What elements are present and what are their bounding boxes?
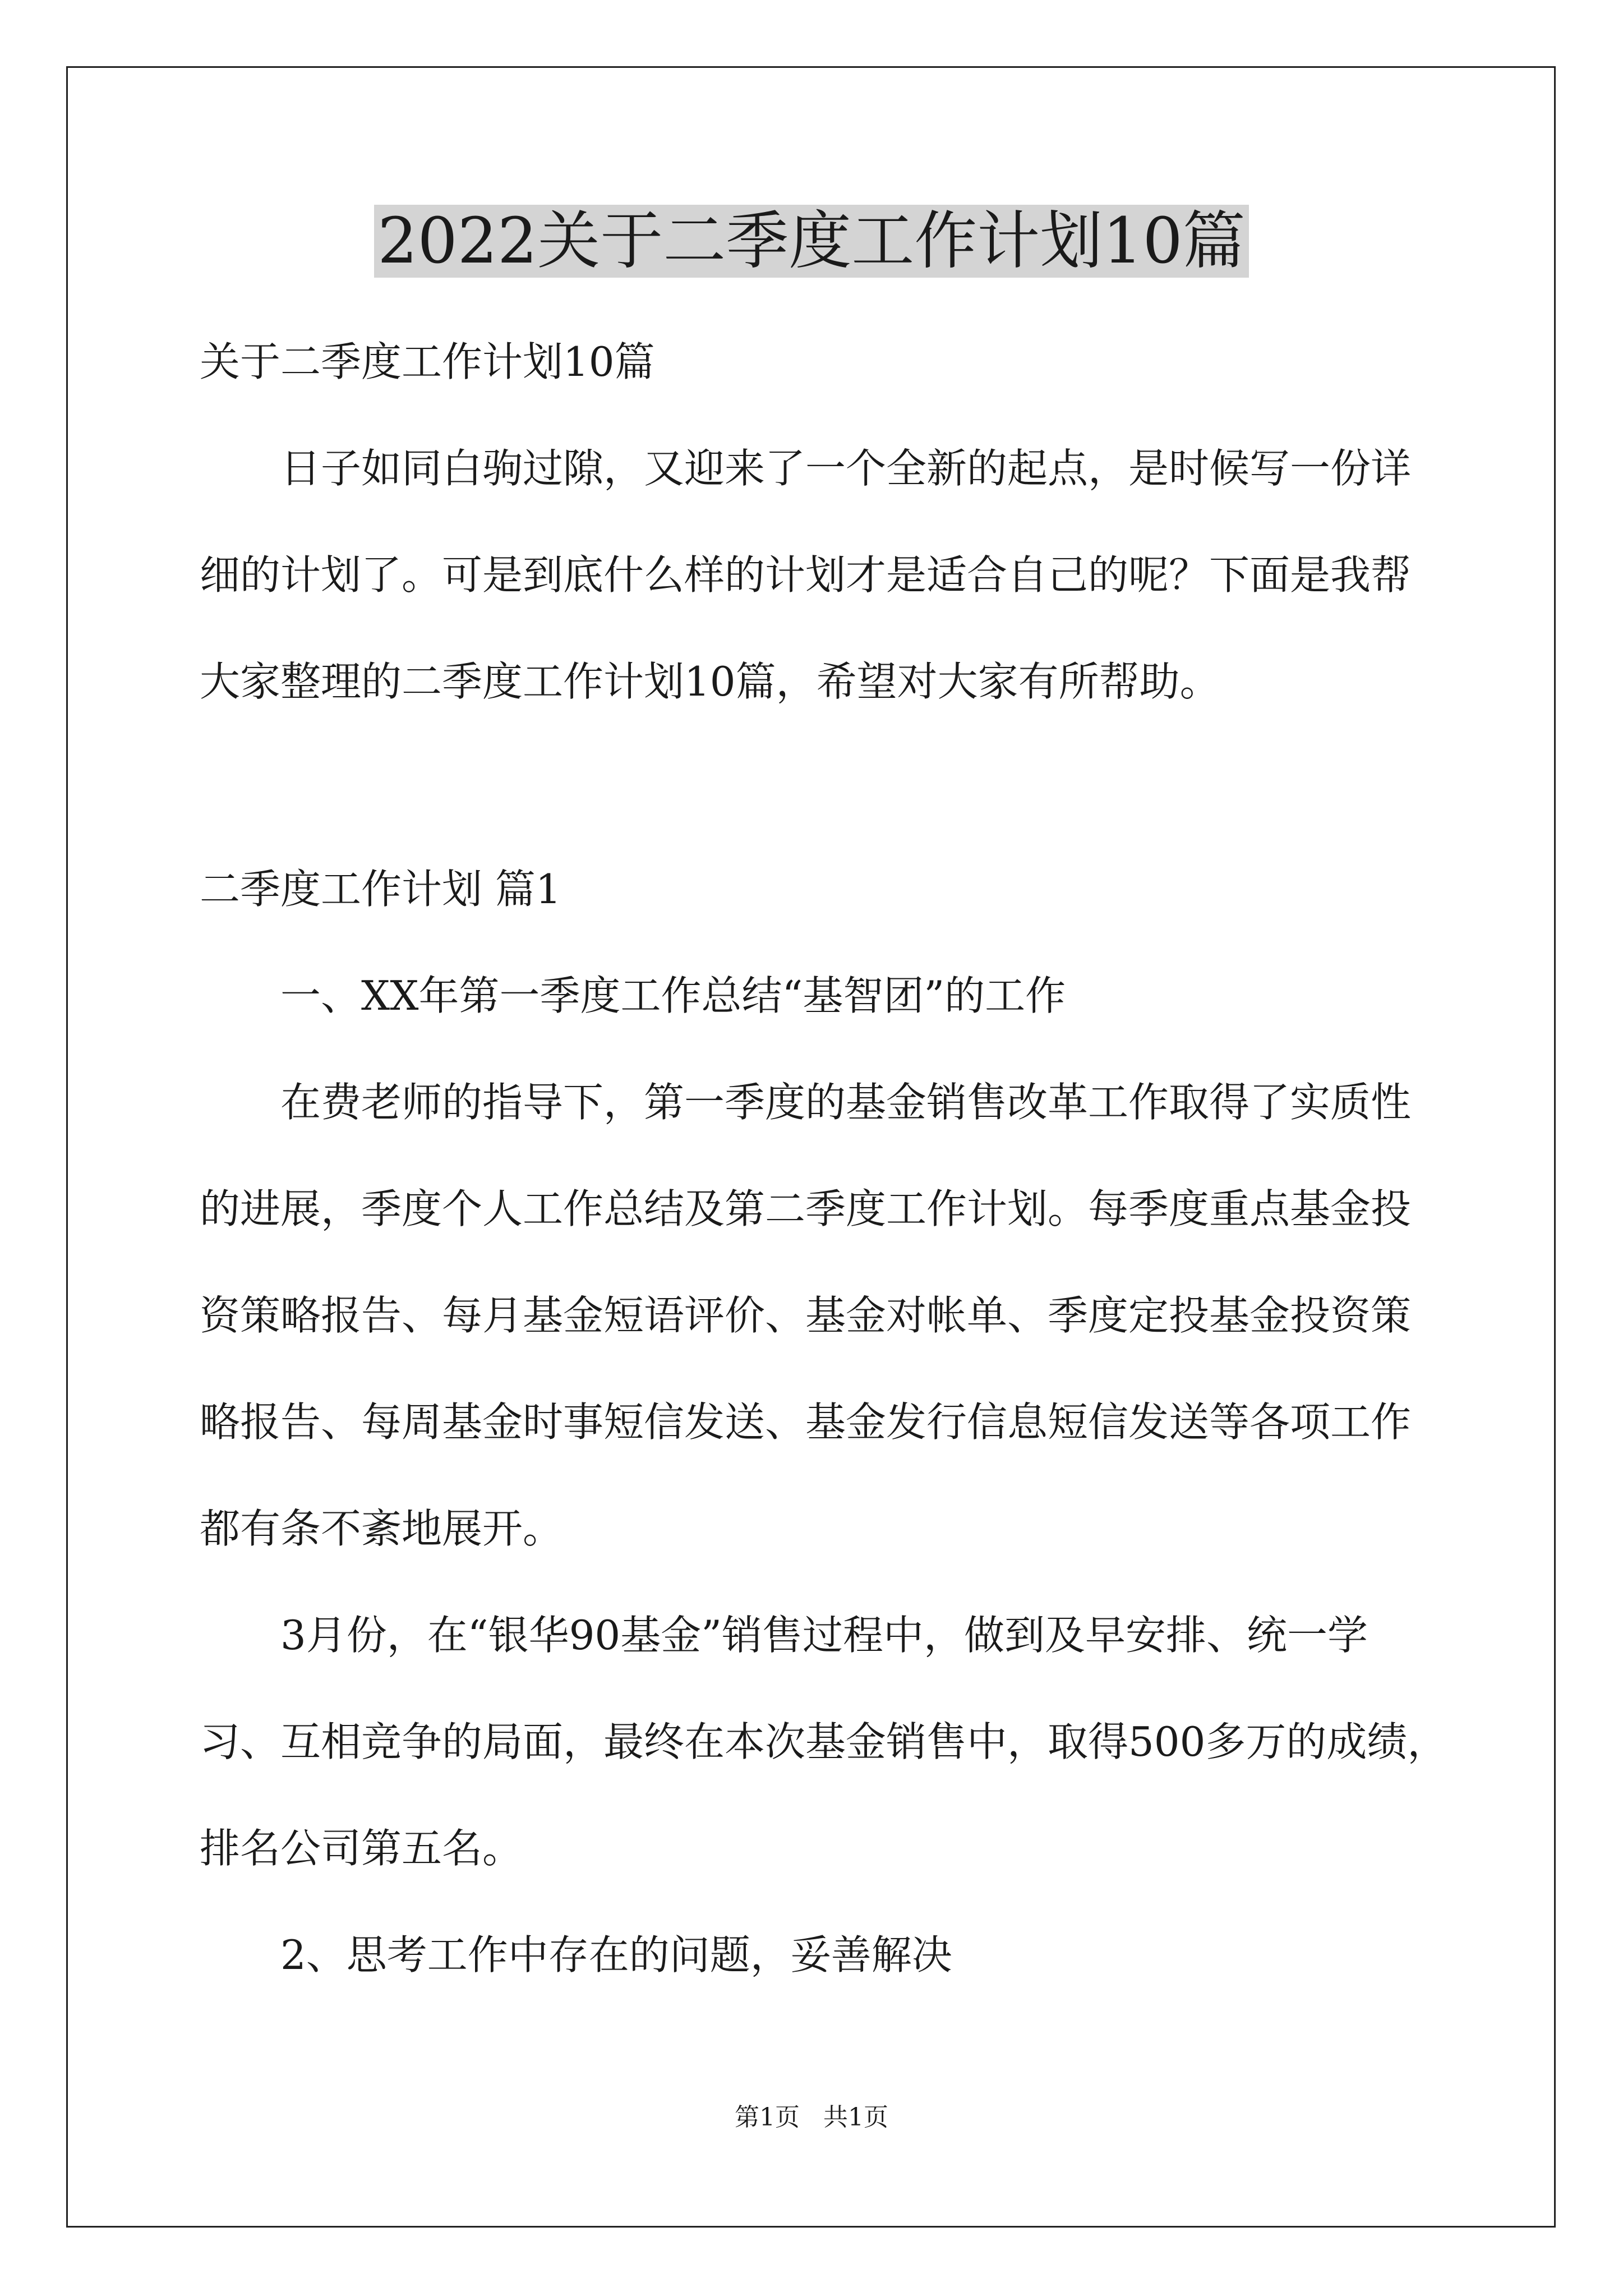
item-2-heading: 2、思考工作中存在的问题，妥善解决 [280, 1931, 952, 1978]
document-body [200, 309, 1448, 2008]
paragraph-1-first [200, 1049, 1428, 1156]
intro-paragraph [200, 415, 1428, 522]
paragraph-line: 略报告、每周基金时事短信发送、基金发行信息短信发送等各项工作 [200, 1398, 1412, 1446]
paragraph-line: 在费老师的指导下，第一季度的基金销售改革工作取得了实质性 [280, 1079, 1412, 1126]
paragraph-line: 习、互相竞争的局面，最终在本次基金销售中，取得500多万的成绩， [200, 1718, 1448, 1765]
paragraph-line: 排名公司第五名。 [200, 1825, 523, 1872]
item-1-heading: 一、XX年第一季度工作总结“基智团”的工作 [280, 972, 1066, 1019]
paragraph-1-rest [200, 1156, 1428, 1582]
document-title-text: 2022关于二季度工作计划10篇 [374, 205, 1249, 278]
paragraph-line: 都有条不紊地展开。 [200, 1505, 564, 1552]
paragraph-2-first [200, 1582, 1428, 1688]
document-subtitle: 关于二季度工作计划10篇 [200, 338, 655, 385]
paragraph-line: 资策略报告、每月基金短语评价、基金对帐单、季度定投基金投资策 [200, 1292, 1412, 1339]
paragraph-line: 的进展，季度个人工作总结及第二季度工作计划。每季度重点基金投 [200, 1185, 1412, 1232]
section-gap [200, 735, 1428, 836]
paragraph-line: 3月份，在“银华90基金”销售过程中，做到及早安排、统一学 [280, 1612, 1368, 1659]
document-title [0, 202, 1623, 280]
intro-line: 细的计划了。可是到底什么样的计划才是适合自己的呢？下面是我帮 [200, 551, 1412, 599]
section-heading: 二季度工作计划 篇1 [200, 866, 561, 913]
intro-line: 日子如同白驹过隙，又迎来了一个全新的起点，是时候写一份详 [280, 445, 1412, 492]
paragraph-2-rest [200, 1688, 1448, 1902]
page-footer: 第1页 共1页 [735, 2103, 888, 2132]
intro-paragraph-cont [200, 522, 1428, 735]
intro-line: 大家整理的二季度工作计划10篇，希望对大家有所帮助。 [200, 658, 1220, 705]
